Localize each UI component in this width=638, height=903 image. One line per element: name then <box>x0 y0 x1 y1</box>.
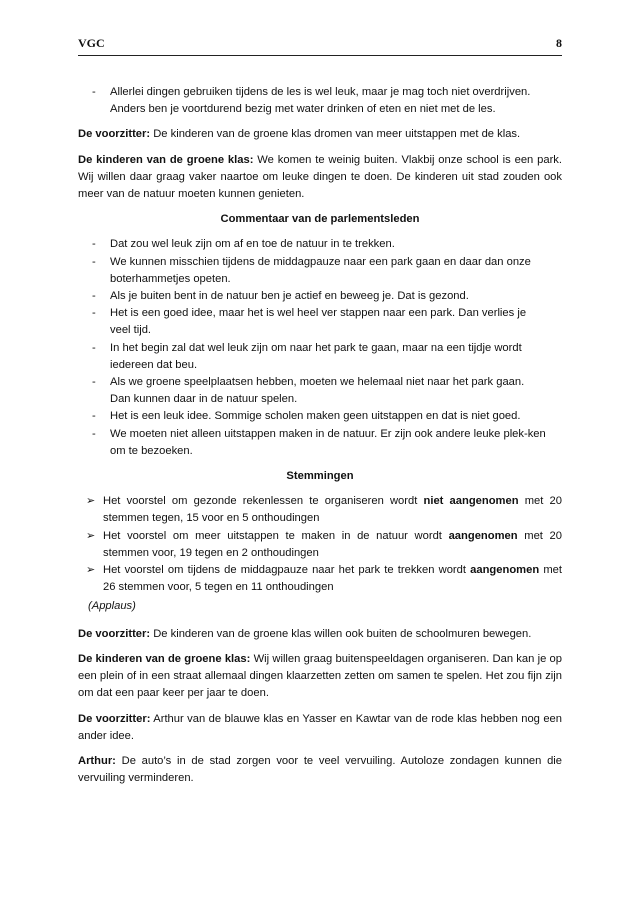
vote-result: niet aangenomen <box>423 495 519 508</box>
comments-title: Commentaar van de parlementsleden <box>220 213 420 226</box>
vote-text: met 26 stemmen voor, 5 tegen en 11 onthoudingen <box>103 564 562 594</box>
speaker-label: De voorzitter: <box>78 128 151 141</box>
speaker-label: De kinderen van de groene klas: <box>78 652 251 665</box>
vote-text: met 20 stemmen tegen, 15 voor en 5 onthoudingen <box>103 495 562 525</box>
speaker-label: De voorzitter: <box>78 712 151 725</box>
paragraph <box>78 126 562 143</box>
vote-text: met 20 stemmen voor, 19 tegen en 2 onthoudingen <box>103 529 562 559</box>
paragraph <box>78 711 562 745</box>
votes-title: Stemmingen <box>286 470 354 483</box>
paragraph <box>78 152 562 204</box>
paragraph <box>78 626 562 643</box>
list-item: - Het is een goed idee, maar het is wel heel ver stappen naar een park. Dan verlies je veel tijd. <box>78 305 562 339</box>
list-item: - We kunnen misschien tijdens de middagpauze naar een park gaan en daar dan onze boterhammetjes opeten. <box>78 254 562 288</box>
paragraph <box>78 753 562 787</box>
list-item: - Het is een leuk idee. Sommige scholen maken geen uitstappen en dat is niet goed. <box>78 408 562 425</box>
list-item: - Allerlei dingen gebruiken tijdens de les is wel leuk, maar je mag toch niet overdrijven. Anders ben je voortdurend bezig met water drinken of eten en niet met de les. <box>78 84 562 118</box>
speaker-label: De voorzitter: <box>78 627 151 640</box>
page-number: 8 <box>556 36 562 50</box>
paragraph-text: De kinderen van de groene klas dromen van meer uitstappen met de klas. <box>150 128 521 141</box>
arrow-bullet-icon: ➢ <box>86 564 96 577</box>
list-item: - We moeten niet alleen uitstappen maken in de natuur. Er zijn ook andere leuke plek-ken om te bezoeken. <box>78 426 562 460</box>
vote-text: Het voorstel om gezonde rekenlessen te organiseren wordt <box>103 495 424 508</box>
page-header <box>78 36 562 56</box>
list-item: - Als we groene speelplaatsen hebben, moeten we helemaal niet naar het park gaan. Dan kunnen daar in de natuur spelen. <box>78 374 562 408</box>
comments-list <box>78 236 562 460</box>
list-item <box>78 528 562 562</box>
list-item: - Als je buiten bent in de natuur ben je actief en beweeg je. Dat is gezond. <box>78 288 562 305</box>
arrow-bullet-icon: ➢ <box>86 529 96 542</box>
vote-result: aangenomen <box>448 529 518 542</box>
list-item: - Dat zou wel leuk zijn om af en toe de natuur in te trekken. <box>78 236 562 253</box>
paragraph-text: De kinderen van de groene klas willen ook buiten de schoolmuren bewegen. <box>150 627 532 640</box>
paragraph-text: Arthur van de blauwe klas en Yasser en Kawtar van de rode klas hebben nog een ander idee. <box>78 712 562 742</box>
document-page <box>78 36 562 795</box>
applause-note: (Applaus) <box>88 600 136 613</box>
vote-result: aangenomen <box>470 564 540 577</box>
paragraph-text: We komen te weinig buiten. Vlakbij onze school is een park. Wij willen daar graag vaker naartoe om leuke dingen te doen. De kinderen uit stad zouden ook meer van de natuur moeten kunnen genieten. <box>78 153 563 201</box>
paragraph-text: De auto’s in de stad zorgen voor te veel vervuiling. Autoloze zondagen kunnen die vervuiling verminderen. <box>78 754 562 785</box>
speaker-label: Arthur: <box>78 754 116 767</box>
votes-list <box>78 493 562 596</box>
speaker-label: De kinderen van de groene klas: <box>78 153 254 166</box>
list-item <box>78 562 562 596</box>
vote-text: Het voorstel om tijdens de middagpauze naar het park te trekken wordt <box>103 564 471 577</box>
paragraph <box>78 651 562 703</box>
document-body <box>78 84 562 787</box>
paragraph-text: Wij willen graag buitenspeeldagen organiseren. Dan kan je op een plein of in een straat allemaal dingen klaarzetten zetten om samen te spelen. Het zou fijn zijn om dat een paar keer per jaar te doen. <box>78 652 562 700</box>
arrow-bullet-icon: ➢ <box>86 495 96 508</box>
vote-text: Het voorstel om meer uitstappen te maken in de natuur wordt <box>103 529 449 542</box>
header-title: VGC <box>78 36 105 50</box>
list-item: - In het begin zal dat wel leuk zijn om naar het park te gaan, maar na een tijdje wordt iedereen dat beu. <box>78 340 562 374</box>
intro-bullet-list <box>78 84 562 118</box>
list-item <box>78 493 562 527</box>
